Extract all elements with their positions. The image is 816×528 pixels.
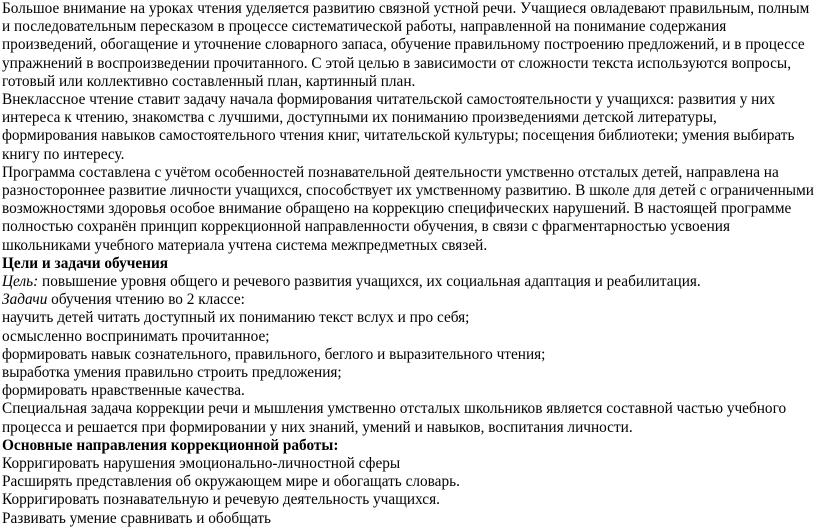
tasks-text: обучения чтению во 2 классе: <box>47 291 245 309</box>
task-item: осмысленно воспринимать прочитанное; <box>2 327 270 345</box>
correction-heading: Основные направления коррекционной работы: <box>2 436 339 454</box>
paragraph-reading-speech: Большое внимание на уроках чтения уделяется развитию связной устной речи. Учащиеся овладевают правильным, полным и последовательным пересказом в процессе систематической работы, направленной на понимание содержания произведений, обогащение и уточнение словарного запаса, обучение правильному построению предложений, и в процессе упражнений в воспроизведении прочитанного. С этой целью в зависимости от сложности текста используются вопросы, готовый или коллективно составленный план, картинный план. <box>2 0 810 90</box>
correction-item: Корригировать познавательную и речевую деятельность учащихся. <box>2 491 440 509</box>
goal-text: повышение уровня общего и речевого развития учащихся, их социальная адаптация и реабилитация. <box>38 273 701 291</box>
tasks-line <box>2 291 814 309</box>
goal-label: Цель: <box>2 273 39 291</box>
paragraph-program: Программа составлена с учётом особенностей познавательной деятельности умственно отсталых детей, направлена на разностороннее развитие личности учащихся, способствует их умственному развитию. В школе для детей с ограниченными возможностями здоровья особое внимание обращено на коррекцию специфических нарушений. В настоящей программе полностью сохранён принцип коррекционной направленности обучения, в связи с фрагментарностью усвоения школьниками учебного материала учтена система межпредметных связей. <box>2 163 814 254</box>
task-item: формировать навык сознательного, правильного, беглого и выразительного чтения; <box>2 345 546 363</box>
paragraph-extracurricular-reading: Внеклассное чтение ставит задачу начала формирования читательской самостоятельности у учащихся: развития у них интереса к чтению, знакомства с лучшими, доступными их пониманию произведениями детской литературы, формирования навыков самостоятельного чтения книг, читательской культуры; посещения библиотеки; умения выбирать книгу по интересу. <box>2 91 795 163</box>
tasks-label: Задачи <box>2 291 48 309</box>
correction-item: Корригировать нарушения эмоционально-личностной сферы <box>2 455 401 473</box>
document-page <box>2 0 814 528</box>
correction-item: Развивать умение сравнивать и обобщать <box>2 509 271 527</box>
paragraph-special-task: Специальная задача коррекции речи и мышления умственно отсталых школьников является составной частью учебного процесса и решается при формировании у них знаний, умений и навыков, воспитания личности. <box>2 400 787 436</box>
goals-heading: Цели и задачи обучения <box>2 254 169 272</box>
correction-item: Расширять представления об окружающем мире и обогащать словарь. <box>2 473 460 491</box>
task-item: формировать нравственные качества. <box>2 382 245 400</box>
task-item: выработка умения правильно строить предложения; <box>2 364 342 382</box>
task-item: научить детей читать доступный их пониманию текст вслух и про себя; <box>2 309 470 327</box>
goal-line <box>2 273 814 291</box>
